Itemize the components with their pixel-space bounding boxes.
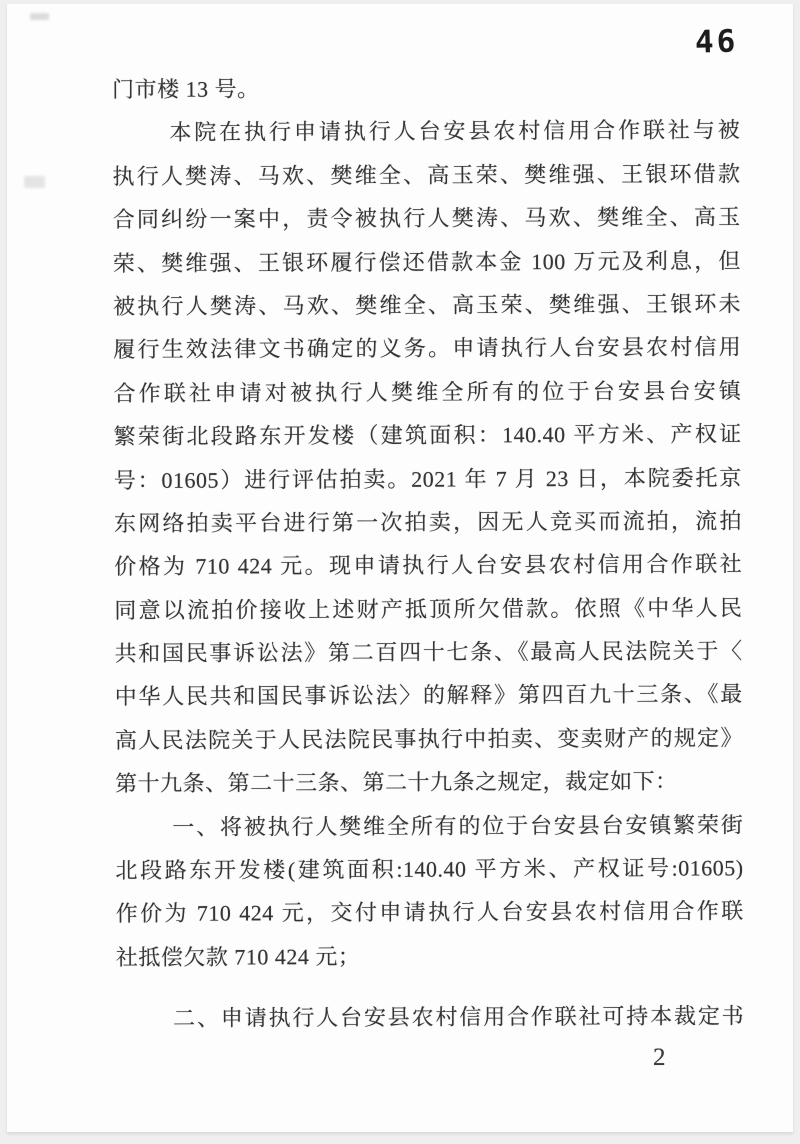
text-line: 共和国民事诉讼法》第二百四十七条、《最高人民法院关于〈 [114,638,743,667]
page-number: 2 [653,1044,666,1071]
handwritten-sheet-number: 46 [694,23,739,61]
document-body [112,65,744,1040]
text-line: 一、将被执行人樊维全所有的位于台安县台安镇繁荣街 [172,811,744,840]
text-line: 社抵偿欠款 710 424 元； [115,943,361,970]
scan-artifact [24,176,45,188]
text-line: 价格为 710 424 元。现申请执行人台安县农村信用合作联社 [114,551,743,580]
text-line: 东网络拍卖平台进行第一次拍卖，因无人竞买而流拍，流拍 [113,508,743,536]
text-line: 第十九条、第二十三条、第二十九条之规定，裁定如下： [115,768,678,797]
text-line: 合作联社申请对被执行人樊维全所有的位于台安县台安镇 [113,377,742,406]
text-line: 作价为 710 424 元，交付申请执行人台安县农村信用合作联 [115,898,744,927]
text-line: 执行人樊涛、马欢、樊维全、高玉荣、樊维强、王银环借款 [112,161,741,189]
text-line: 二、申请执行人台安县农村信用合作联社可持本裁定书 [173,1003,745,1031]
text-line: 履行生效法律文书确定的义务。申请执行人台安县农村信用 [113,334,742,363]
text-line: 荣、樊维强、王银环履行偿还借款本金 100 万元及利息，但 [112,247,741,276]
text-line: 北段路东开发楼(建筑面积:140.40 平方米、产权证号:01605) [115,855,744,884]
text-line: 同意以流拍价接收上述财产抵顶所欠借款。依照《中华人民 [114,594,743,623]
text-line: 本院在执行申请执行人台安县农村信用合作联社与被 [169,117,741,146]
text-line: 门市楼 13 号。 [112,76,260,102]
text-line: 高人民法院关于人民法院民事执行中拍卖、变卖财产的规定》 [114,725,743,753]
text-line: 繁荣街北段路东开发楼（建筑面积：140.40 平方米、产权证 [113,421,742,450]
scan-artifact [30,13,49,20]
text-line: 合同纠纷一案中，责令被执行人樊涛、马欢、樊维全、高玉 [112,204,741,233]
document-page [7,4,793,1132]
text-line: 中华人民共和国民事诉讼法〉的解释》第四百九十三条、《最 [114,681,743,710]
text-line: 号：01605）进行评估拍卖。2021 年 7 月 23 日，本院委托京 [113,464,742,493]
text-line: 被执行人樊涛、马欢、樊维全、高玉荣、樊维强、王银环未 [112,291,742,319]
